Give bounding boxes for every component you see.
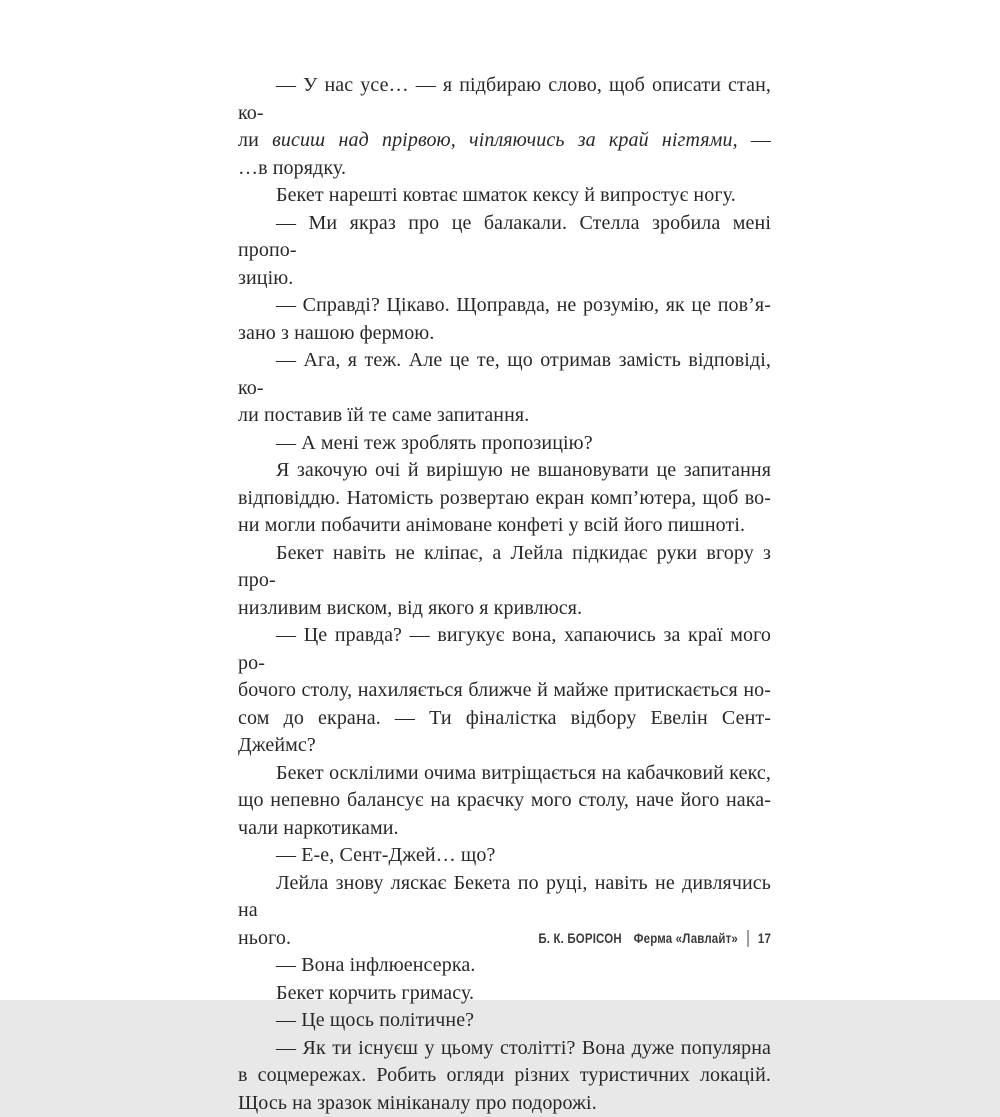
body-text: Бекет нарешті ковтає шматок кексу й випростує ногу. bbox=[276, 184, 736, 206]
text-line bbox=[238, 155, 771, 183]
text-line bbox=[238, 292, 771, 320]
paragraph bbox=[238, 72, 771, 182]
text-line bbox=[238, 677, 771, 705]
body-text: — А мені теж зроблять пропозицію? bbox=[276, 432, 593, 454]
text-line bbox=[238, 457, 771, 485]
text-line bbox=[238, 870, 771, 925]
text-line bbox=[238, 842, 771, 870]
body-text: чали наркотиками. bbox=[238, 817, 399, 839]
footer-author: Б. К. БОРІСОН bbox=[538, 931, 621, 946]
paragraph bbox=[238, 430, 771, 458]
body-text: сом до екрана. — Ти фіналістка відбору Евелін Сент-Джеймс? bbox=[238, 707, 771, 757]
body-text: …в порядку. bbox=[238, 157, 346, 179]
text-line bbox=[238, 72, 771, 127]
body-text: Щось на зразок мініканалу про подорожі. bbox=[238, 1092, 597, 1114]
text-line bbox=[238, 512, 771, 540]
footer-page-number: 17 bbox=[758, 931, 771, 946]
body-text: — Справді? Цікаво. Щоправда, не розумію, як це пов’я- bbox=[276, 294, 771, 316]
italic-text: висиш над прірвою, чіпляючись за край нігтями, bbox=[272, 129, 738, 151]
paragraph bbox=[238, 210, 771, 293]
paragraph bbox=[238, 457, 771, 540]
body-text: що непевно балансує на краєчку мого столу, наче його нака- bbox=[238, 789, 771, 811]
body-text: — Ага, я теж. Але це те, що отримав замість відповіді, ко- bbox=[238, 349, 771, 399]
paragraph bbox=[238, 760, 771, 843]
text-line bbox=[238, 595, 771, 623]
body-text: ни могли побачити анімоване конфеті у всій його пишноті. bbox=[238, 514, 745, 536]
text-line bbox=[238, 127, 771, 155]
body-text: Бекет навіть не кліпає, а Лейла підкидає руки вгору з про- bbox=[238, 542, 771, 592]
body-text: — bbox=[738, 129, 771, 151]
paragraph bbox=[238, 347, 771, 430]
paragraph bbox=[238, 182, 771, 210]
text-line bbox=[238, 402, 771, 430]
text-line bbox=[238, 540, 771, 595]
text-line bbox=[238, 430, 771, 458]
body-text: — Це щось політичне? bbox=[276, 1009, 474, 1031]
paragraph bbox=[238, 952, 771, 980]
paragraph bbox=[238, 980, 771, 1008]
body-text: відповіддю. Натомість розвертаю екран комп’ютера, щоб во- bbox=[238, 487, 771, 509]
text-line bbox=[238, 622, 771, 677]
body-text: зицію. bbox=[238, 267, 293, 289]
paragraph bbox=[238, 622, 771, 760]
text-line bbox=[238, 787, 771, 815]
text-line bbox=[238, 1090, 771, 1117]
paragraph bbox=[238, 842, 771, 870]
page-footer bbox=[318, 930, 771, 947]
text-line bbox=[238, 182, 771, 210]
text-line bbox=[238, 210, 771, 265]
text-line bbox=[238, 1035, 771, 1063]
body-text: ли bbox=[238, 129, 272, 151]
text-line bbox=[238, 815, 771, 843]
body-text: низливим виском, від якого я кривлюся. bbox=[238, 597, 582, 619]
paragraph bbox=[238, 1035, 771, 1117]
text-line bbox=[238, 265, 771, 293]
body-text: — Це правда? — вигукує вона, хапаючись за краї мого ро- bbox=[238, 624, 771, 674]
body-text: нього. bbox=[238, 927, 291, 949]
paragraph bbox=[238, 292, 771, 347]
text-line bbox=[238, 705, 771, 760]
body-text: в соцмережах. Робить огляди різних туристичних локацій. bbox=[238, 1064, 771, 1086]
text-line bbox=[238, 760, 771, 788]
body-text: Лейла знову ляскає Бекета по руці, навіть не дивлячись на bbox=[238, 872, 771, 922]
body-text: — Вона інфлюенсерка. bbox=[276, 954, 475, 976]
body-text: зано з нашою фермою. bbox=[238, 322, 434, 344]
text-line bbox=[238, 1007, 771, 1035]
text-line bbox=[238, 485, 771, 513]
body-text: Я закочую очі й вирішую не вшановувати це запитання bbox=[276, 459, 771, 481]
body-text: Бекет осклілими очима витріщається на кабачковий кекс, bbox=[276, 762, 771, 784]
body-text: бочого столу, нахиляється ближче й майже притискається но- bbox=[238, 679, 771, 701]
body-text: — У нас усе… — я підбираю слово, щоб описати стан, ко- bbox=[238, 74, 771, 124]
page-text bbox=[238, 72, 771, 1117]
footer-book-title: Ферма «Лавлайт» bbox=[634, 931, 738, 946]
body-text: — Е-е, Сент-Джей… що? bbox=[276, 844, 495, 866]
paragraph bbox=[238, 540, 771, 623]
paragraph bbox=[238, 1007, 771, 1035]
body-text: Бекет корчить гримасу. bbox=[276, 982, 474, 1004]
text-line bbox=[238, 320, 771, 348]
body-text: ли поставив їй те саме запитання. bbox=[238, 404, 529, 426]
body-text: — Як ти існуєш у цьому столітті? Вона дуже популярна bbox=[276, 1037, 771, 1059]
body-text: — Ми якраз про це балакали. Стелла зробила мені пропо- bbox=[238, 212, 771, 262]
footer-divider bbox=[747, 930, 748, 947]
text-line bbox=[238, 952, 771, 980]
text-line bbox=[238, 347, 771, 402]
text-line bbox=[238, 980, 771, 1008]
text-line bbox=[238, 1062, 771, 1090]
